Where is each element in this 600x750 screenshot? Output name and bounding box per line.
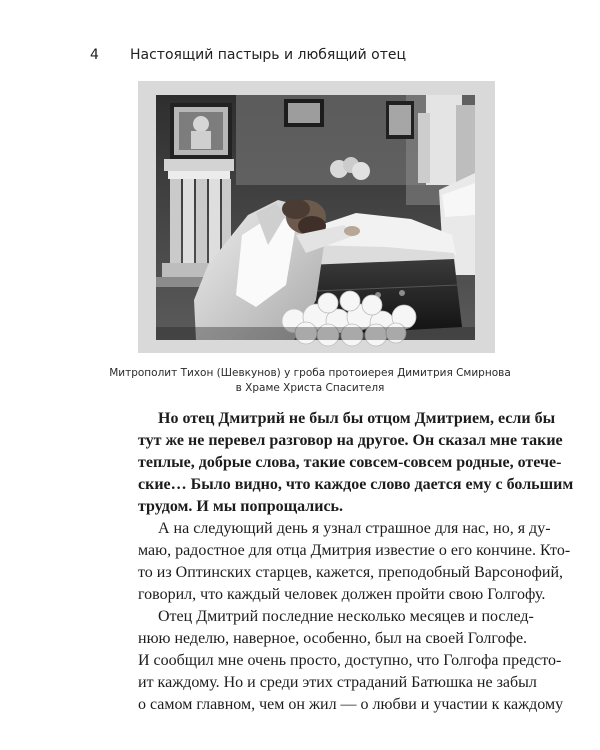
text-line: А на следующий день я узнал страшное для нас, но, я ду- xyxy=(158,520,551,537)
caption-line: в Храме Христа Спасителя xyxy=(235,382,385,394)
text-line: тут же не перевел разговор на другое. Он сказал мне такие xyxy=(138,432,563,449)
page-header xyxy=(90,44,510,66)
text-line: о самом главном, чем он жил — о любви и участии к каждому xyxy=(138,696,564,713)
text-line: ские… Было видно, что каждое слово дается ему с большим xyxy=(138,476,574,493)
text-line: трудом. И мы попрощались. xyxy=(138,498,343,515)
text-line: говорил, что каждый человек должен пройти свою Голгофу. xyxy=(138,586,546,603)
photo-illustration xyxy=(156,95,475,340)
text-line: теплые, добрые слова, такие совсем-совсем родные, отече- xyxy=(138,454,562,471)
paragraph xyxy=(138,606,564,716)
photo-caption xyxy=(90,366,530,396)
caption-line: Митрополит Тихон (Шевкунов) у гроба протоиерея Димитрия Смирнова xyxy=(109,367,511,379)
text-line: то из Оптинских старцев, кажется, преподобный Варсонофий, xyxy=(138,564,564,581)
text-line: маю, радостное для отца Дмитрия известие о его кончине. Кто- xyxy=(138,542,571,559)
text-line: Отец Дмитрий последние несколько месяцев и послед- xyxy=(158,608,534,625)
text-line: И сообщил мне очень просто, доступно, что Голгофа предсто- xyxy=(138,652,562,669)
paragraph-intro xyxy=(138,408,574,518)
text-line: Но отец Дмитрий не был бы отцом Дмитрием, если бы xyxy=(158,410,556,427)
text-line: ит каждому. Но и среди этих страданий Батюшка не забыл xyxy=(138,674,537,691)
text-line: нюю неделю, наверное, особенно, был на своей Голгофе. xyxy=(138,630,528,647)
page-number: 4 xyxy=(90,47,99,63)
running-title: Настоящий пастырь и любящий отец xyxy=(130,47,407,63)
photo xyxy=(156,95,475,340)
body-text xyxy=(138,408,574,716)
photo-figure xyxy=(138,81,495,353)
paragraph xyxy=(138,518,571,606)
